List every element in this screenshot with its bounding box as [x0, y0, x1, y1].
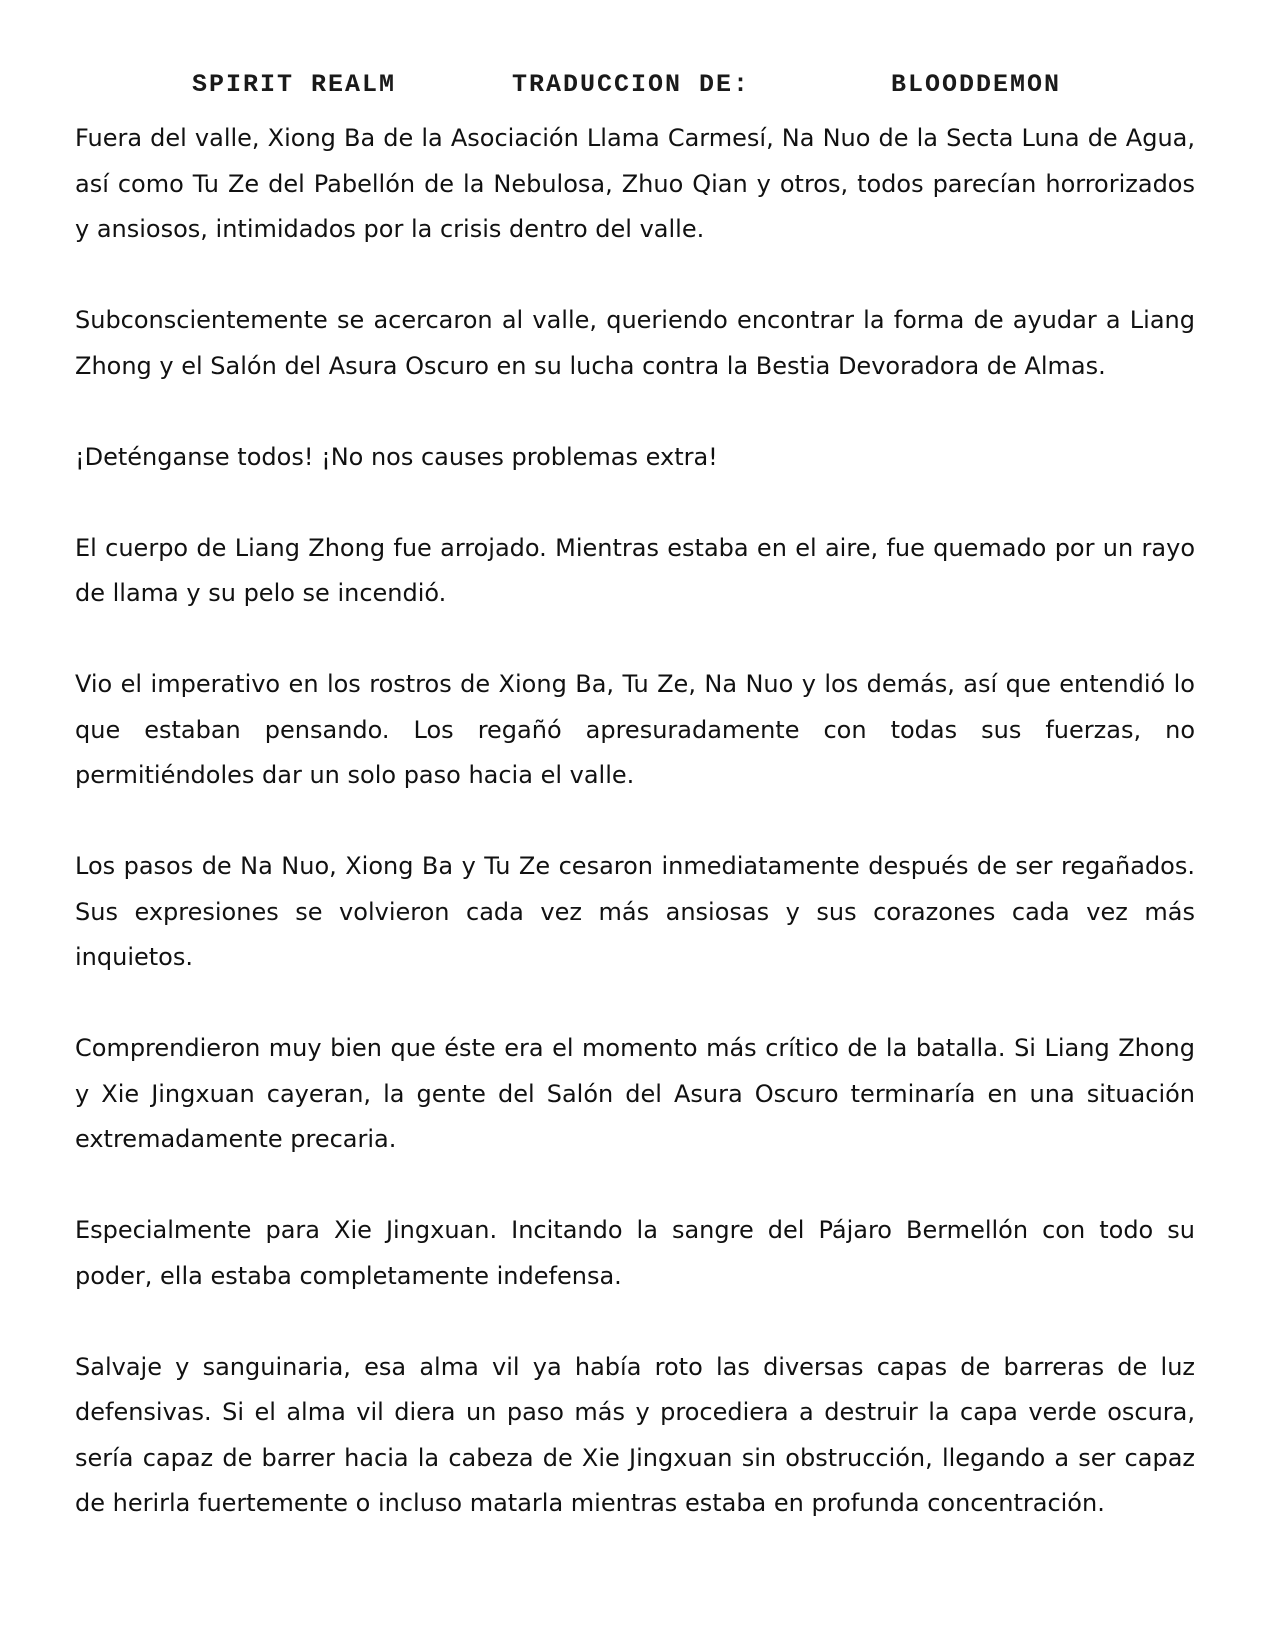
header-series-title: SPIRIT REALM	[192, 70, 397, 99]
document-body	[75, 116, 1195, 1527]
paragraph: Comprendieron muy bien que éste era el momento más crítico de la batalla. Si Liang Zhong y Xie Jingxuan cayeran, la gente del Salón del Asura Oscuro terminaría en una situación extremadamente precaria.	[75, 1034, 1195, 1153]
paragraph: Vio el imperativo en los rostros de Xiong Ba, Tu Ze, Na Nuo y los demás, así que entendió lo que estaban pensando. Los regañó apresuradamente con todas sus fuerzas, no permitiéndoles dar un solo paso hacia el valle.	[75, 670, 1195, 789]
header-translation-label: TRADUCCION DE:	[512, 70, 751, 99]
paragraph: Especialmente para Xie Jingxuan. Incitando la sangre del Pájaro Bermellón con todo su poder, ella estaba completamente indefensa.	[75, 1216, 1195, 1290]
page-header	[0, 70, 1275, 110]
paragraph: El cuerpo de Liang Zhong fue arrojado. Mientras estaba en el aire, fue quemado por un rayo de llama y su pelo se incendió.	[75, 533, 1195, 607]
header-translator-name: BLOODDEMON	[891, 70, 1062, 99]
paragraph: Salvaje y sanguinaria, esa alma vil ya había roto las diversas capas de barreras de luz defensivas. Si el alma vil diera un paso más y procediera a destruir la capa verde oscura, sería capaz de barrer hacia la cabeza de Xie Jingxuan sin obstrucción, llegando a ser capaz de herirla fuertemente o incluso matarla mientras estaba en profunda concentración.	[75, 1352, 1195, 1517]
paragraph: Subconscientemente se acercaron al valle, queriendo encontrar la forma de ayudar a Liang Zhong y el Salón del Asura Oscuro en su lucha contra la Bestia Devoradora de Almas.	[75, 306, 1195, 380]
paragraph: ¡Deténganse todos! ¡No nos causes problemas extra!	[75, 442, 718, 471]
paragraph: Fuera del valle, Xiong Ba de la Asociación Llama Carmesí, Na Nuo de la Secta Luna de Agua, así como Tu Ze del Pabellón de la Nebulosa, Zhuo Qian y otros, todos parecían horrorizados y ansiosos, intimidados por la crisis dentro del valle.	[75, 124, 1195, 243]
paragraph: Los pasos de Na Nuo, Xiong Ba y Tu Ze cesaron inmediatamente después de ser regañados. Sus expresiones se volvieron cada vez más ansiosas y sus corazones cada vez más inquietos.	[75, 852, 1195, 971]
